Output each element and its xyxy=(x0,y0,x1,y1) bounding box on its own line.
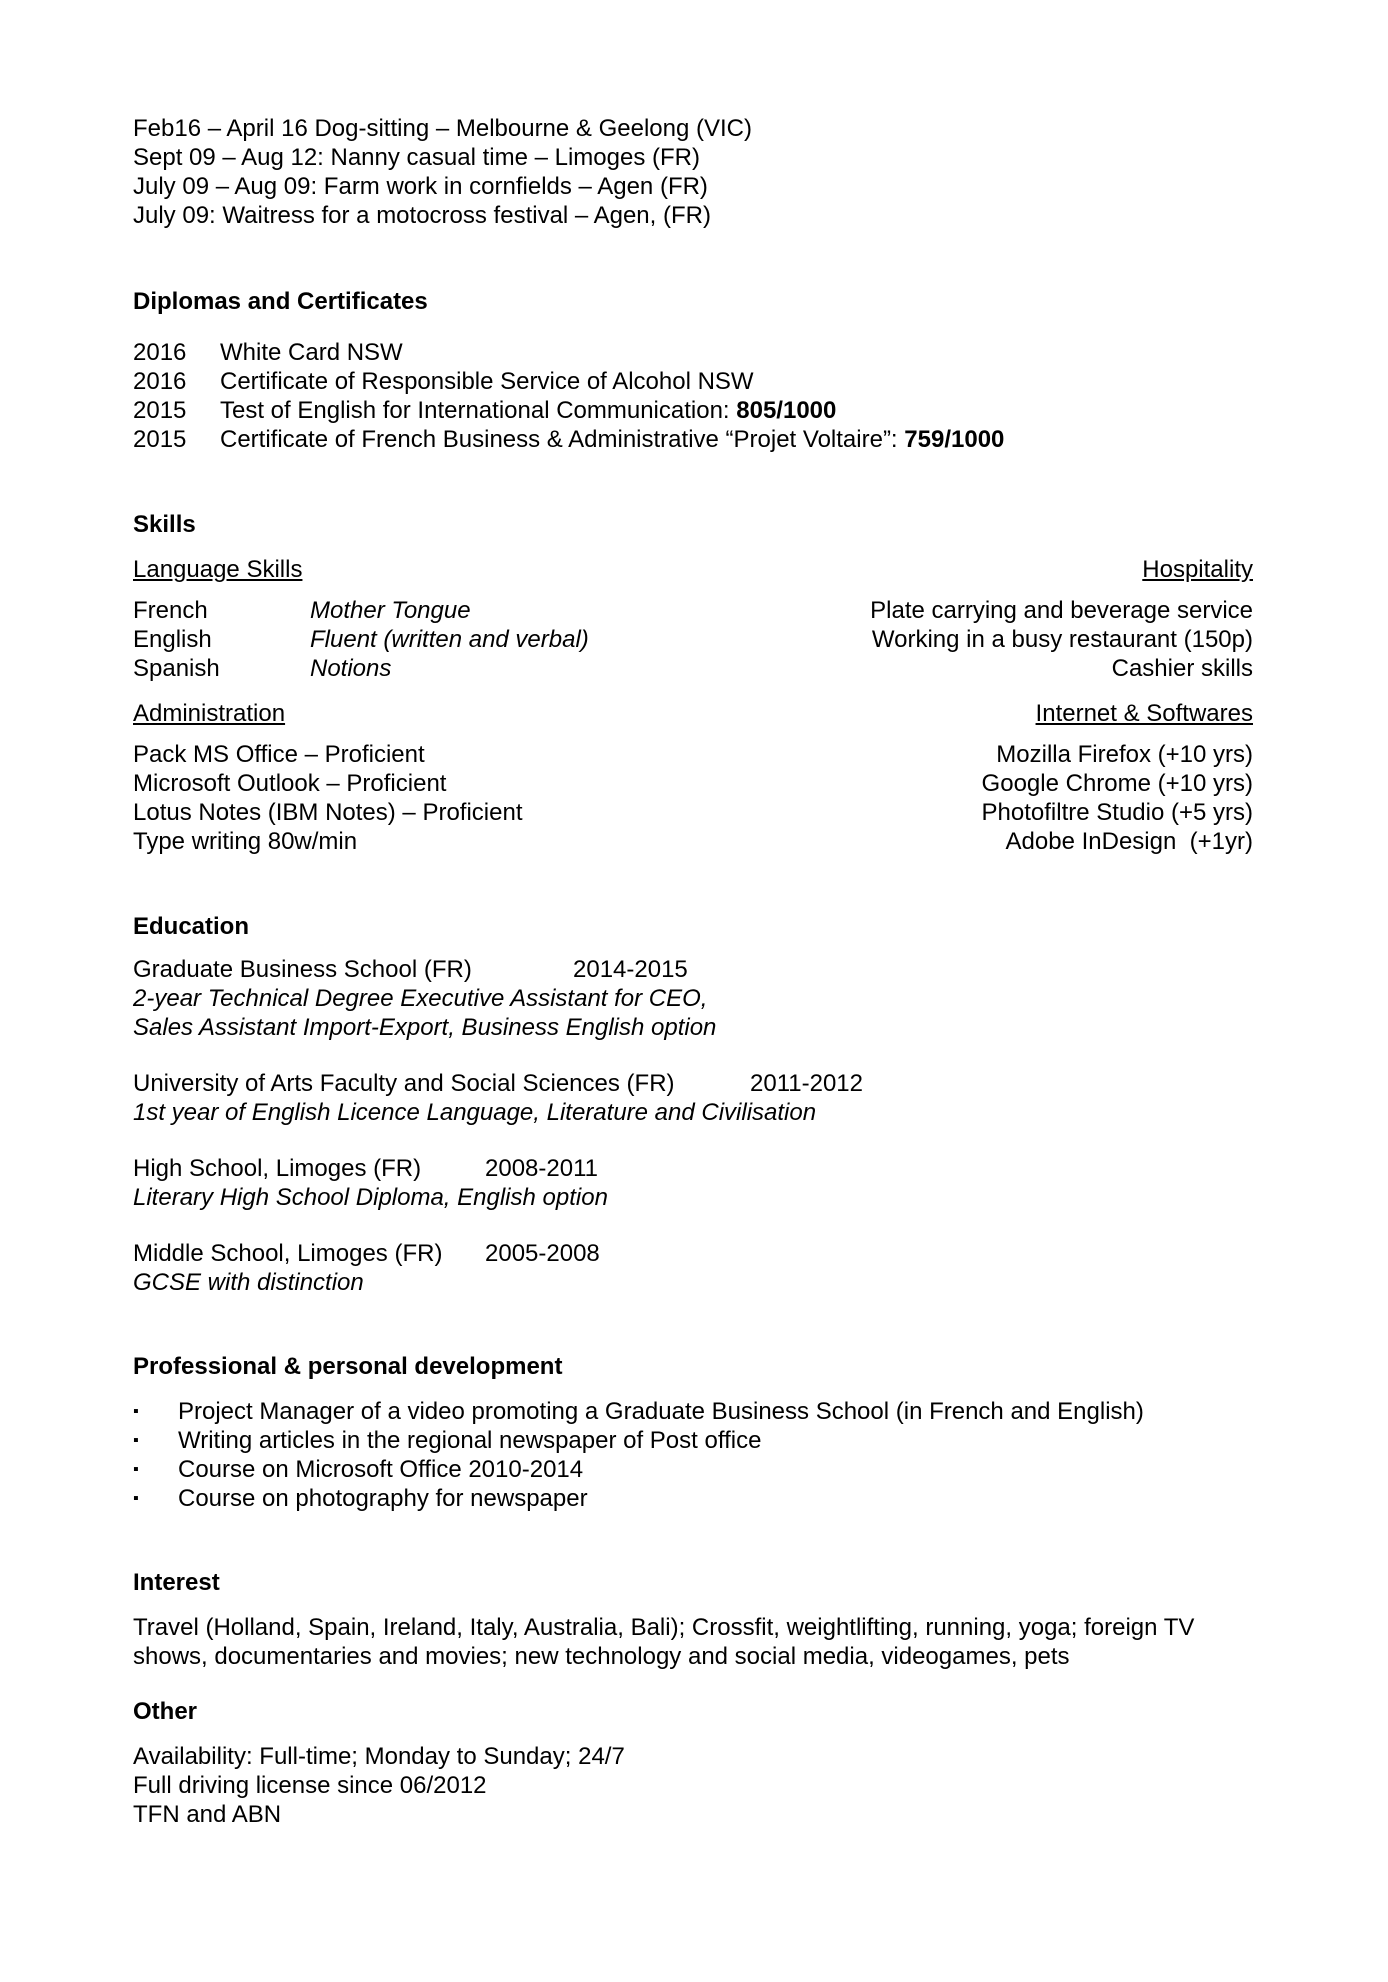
interest-heading: Interest xyxy=(133,1569,220,1596)
diploma-row xyxy=(133,425,1253,454)
internet-item: Google Chrome (+10 yrs) xyxy=(981,770,1253,797)
internet-title: Internet & Softwares xyxy=(1035,700,1253,727)
diploma-row xyxy=(133,367,1253,396)
administration-item: Pack MS Office – Proficient xyxy=(133,741,425,768)
administration-title: Administration xyxy=(133,700,286,727)
language-level: Notions xyxy=(310,655,392,682)
diploma-year: 2015 xyxy=(133,397,187,424)
internet-skills xyxy=(982,699,1253,856)
experience-list xyxy=(133,114,1253,230)
internet-item: Adobe InDesign (+1yr) xyxy=(1005,828,1253,855)
education-detail: GCSE with distinction xyxy=(133,1269,364,1296)
education-item xyxy=(133,1069,1253,1127)
diploma-text: Certificate of Responsible Service of Alcohol NSW xyxy=(220,368,754,395)
interest-line: shows, documentaries and movies; new technology and social media, videogames, pets xyxy=(133,1643,1070,1670)
diploma-text: Test of English for International Communication: xyxy=(220,397,737,424)
other-line: TFN and ABN xyxy=(133,1801,282,1828)
education-school: Graduate Business School (FR) xyxy=(133,956,472,983)
diploma-year: 2016 xyxy=(133,368,187,395)
development-item xyxy=(133,1426,1253,1455)
diplomas-heading: Diplomas and Certificates xyxy=(133,288,428,315)
development-text: Writing articles in the regional newspaper of Post office xyxy=(178,1427,762,1454)
other-text xyxy=(133,1742,1253,1829)
bullet-icon: ▪ xyxy=(133,1461,139,1478)
language-name: English xyxy=(133,626,212,653)
skills-row-2 xyxy=(133,699,1253,856)
education-item xyxy=(133,1239,1253,1297)
education-school: University of Arts Faculty and Social Sciences (FR) xyxy=(133,1070,675,1097)
development-item xyxy=(133,1455,1253,1484)
education-item xyxy=(133,1154,1253,1212)
language-skills-title: Language Skills xyxy=(133,556,303,583)
education-header xyxy=(133,955,1253,984)
diploma-score: 805/1000 xyxy=(736,397,837,424)
other-line: Full driving license since 06/2012 xyxy=(133,1772,487,1799)
internet-item: Mozilla Firefox (+10 yrs) xyxy=(996,741,1253,768)
education-years: 2008-2011 xyxy=(485,1155,598,1182)
development-heading: Professional & personal development xyxy=(133,1353,563,1380)
language-row xyxy=(133,596,589,625)
development-list xyxy=(133,1397,1253,1513)
language-name: Spanish xyxy=(133,655,220,682)
diploma-row xyxy=(133,338,1253,367)
development-text: Course on photography for newspaper xyxy=(178,1485,588,1512)
diploma-text: White Card NSW xyxy=(220,339,403,366)
hospitality-item: Plate carrying and beverage service xyxy=(870,597,1253,624)
bullet-icon: ▪ xyxy=(133,1490,139,1507)
education-detail: 1st year of English Licence Language, Literature and Civilisation xyxy=(133,1099,817,1126)
other-line: Availability: Full-time; Monday to Sunday; 24/7 xyxy=(133,1743,625,1770)
language-row xyxy=(133,654,589,683)
diploma-year: 2015 xyxy=(133,426,187,453)
development-text: Project Manager of a video promoting a Graduate Business School (in French and English) xyxy=(178,1398,1144,1425)
other-heading: Other xyxy=(133,1698,198,1725)
hospitality-skills xyxy=(870,555,1253,683)
education-detail: Sales Assistant Import-Export, Business English option xyxy=(133,1014,717,1041)
language-row xyxy=(133,625,589,654)
bullet-icon: ▪ xyxy=(133,1403,139,1420)
education-years: 2011-2012 xyxy=(750,1070,863,1097)
experience-item: July 09 – Aug 09: Farm work in cornfields – Agen (FR) xyxy=(133,173,708,200)
language-name: French xyxy=(133,597,208,624)
education-item xyxy=(133,955,1253,1042)
bullet-icon: ▪ xyxy=(133,1432,139,1449)
administration-skills xyxy=(133,699,522,856)
administration-item: Microsoft Outlook – Proficient xyxy=(133,770,447,797)
language-level: Fluent (written and verbal) xyxy=(310,626,589,653)
education-header xyxy=(133,1069,1253,1098)
education-header xyxy=(133,1154,1253,1183)
hospitality-item: Cashier skills xyxy=(1111,655,1253,682)
education-school: Middle School, Limoges (FR) xyxy=(133,1240,443,1267)
education-years: 2005-2008 xyxy=(485,1240,600,1267)
development-item xyxy=(133,1484,1253,1513)
education-detail: Literary High School Diploma, English option xyxy=(133,1184,608,1211)
diploma-text: Certificate of French Business & Administrative “Projet Voltaire”: xyxy=(220,426,905,453)
diploma-year: 2016 xyxy=(133,339,187,366)
education-detail: 2-year Technical Degree Executive Assistant for CEO, xyxy=(133,985,708,1012)
education-list xyxy=(133,955,1253,1297)
hospitality-title: Hospitality xyxy=(1142,556,1253,583)
skills-row-1 xyxy=(133,555,1253,683)
diploma-score: 759/1000 xyxy=(904,426,1005,453)
interest-text xyxy=(133,1613,1253,1671)
experience-item: Feb16 – April 16 Dog-sitting – Melbourne & Geelong (VIC) xyxy=(133,115,752,142)
development-text: Course on Microsoft Office 2010-2014 xyxy=(178,1456,584,1483)
experience-item: Sept 09 – Aug 12: Nanny casual time – Limoges (FR) xyxy=(133,144,700,171)
skills-heading: Skills xyxy=(133,511,196,538)
administration-item: Type writing 80w/min xyxy=(133,828,358,855)
interest-line: Travel (Holland, Spain, Ireland, Italy, Australia, Bali); Crossfit, weightlifting, running, yoga; foreign TV xyxy=(133,1614,1195,1641)
education-header xyxy=(133,1239,1253,1268)
development-item xyxy=(133,1397,1253,1426)
language-level: Mother Tongue xyxy=(310,597,471,624)
hospitality-item: Working in a busy restaurant (150p) xyxy=(871,626,1253,653)
internet-item: Photofiltre Studio (+5 yrs) xyxy=(981,799,1253,826)
education-school: High School, Limoges (FR) xyxy=(133,1155,422,1182)
diplomas-list xyxy=(133,338,1253,454)
resume-page xyxy=(133,114,1253,1829)
diploma-row xyxy=(133,396,1253,425)
education-heading: Education xyxy=(133,913,250,940)
education-years: 2014-2015 xyxy=(573,956,688,983)
language-skills xyxy=(133,555,589,683)
administration-item: Lotus Notes (IBM Notes) – Proficient xyxy=(133,799,523,826)
experience-item: July 09: Waitress for a motocross festival – Agen, (FR) xyxy=(133,202,711,229)
